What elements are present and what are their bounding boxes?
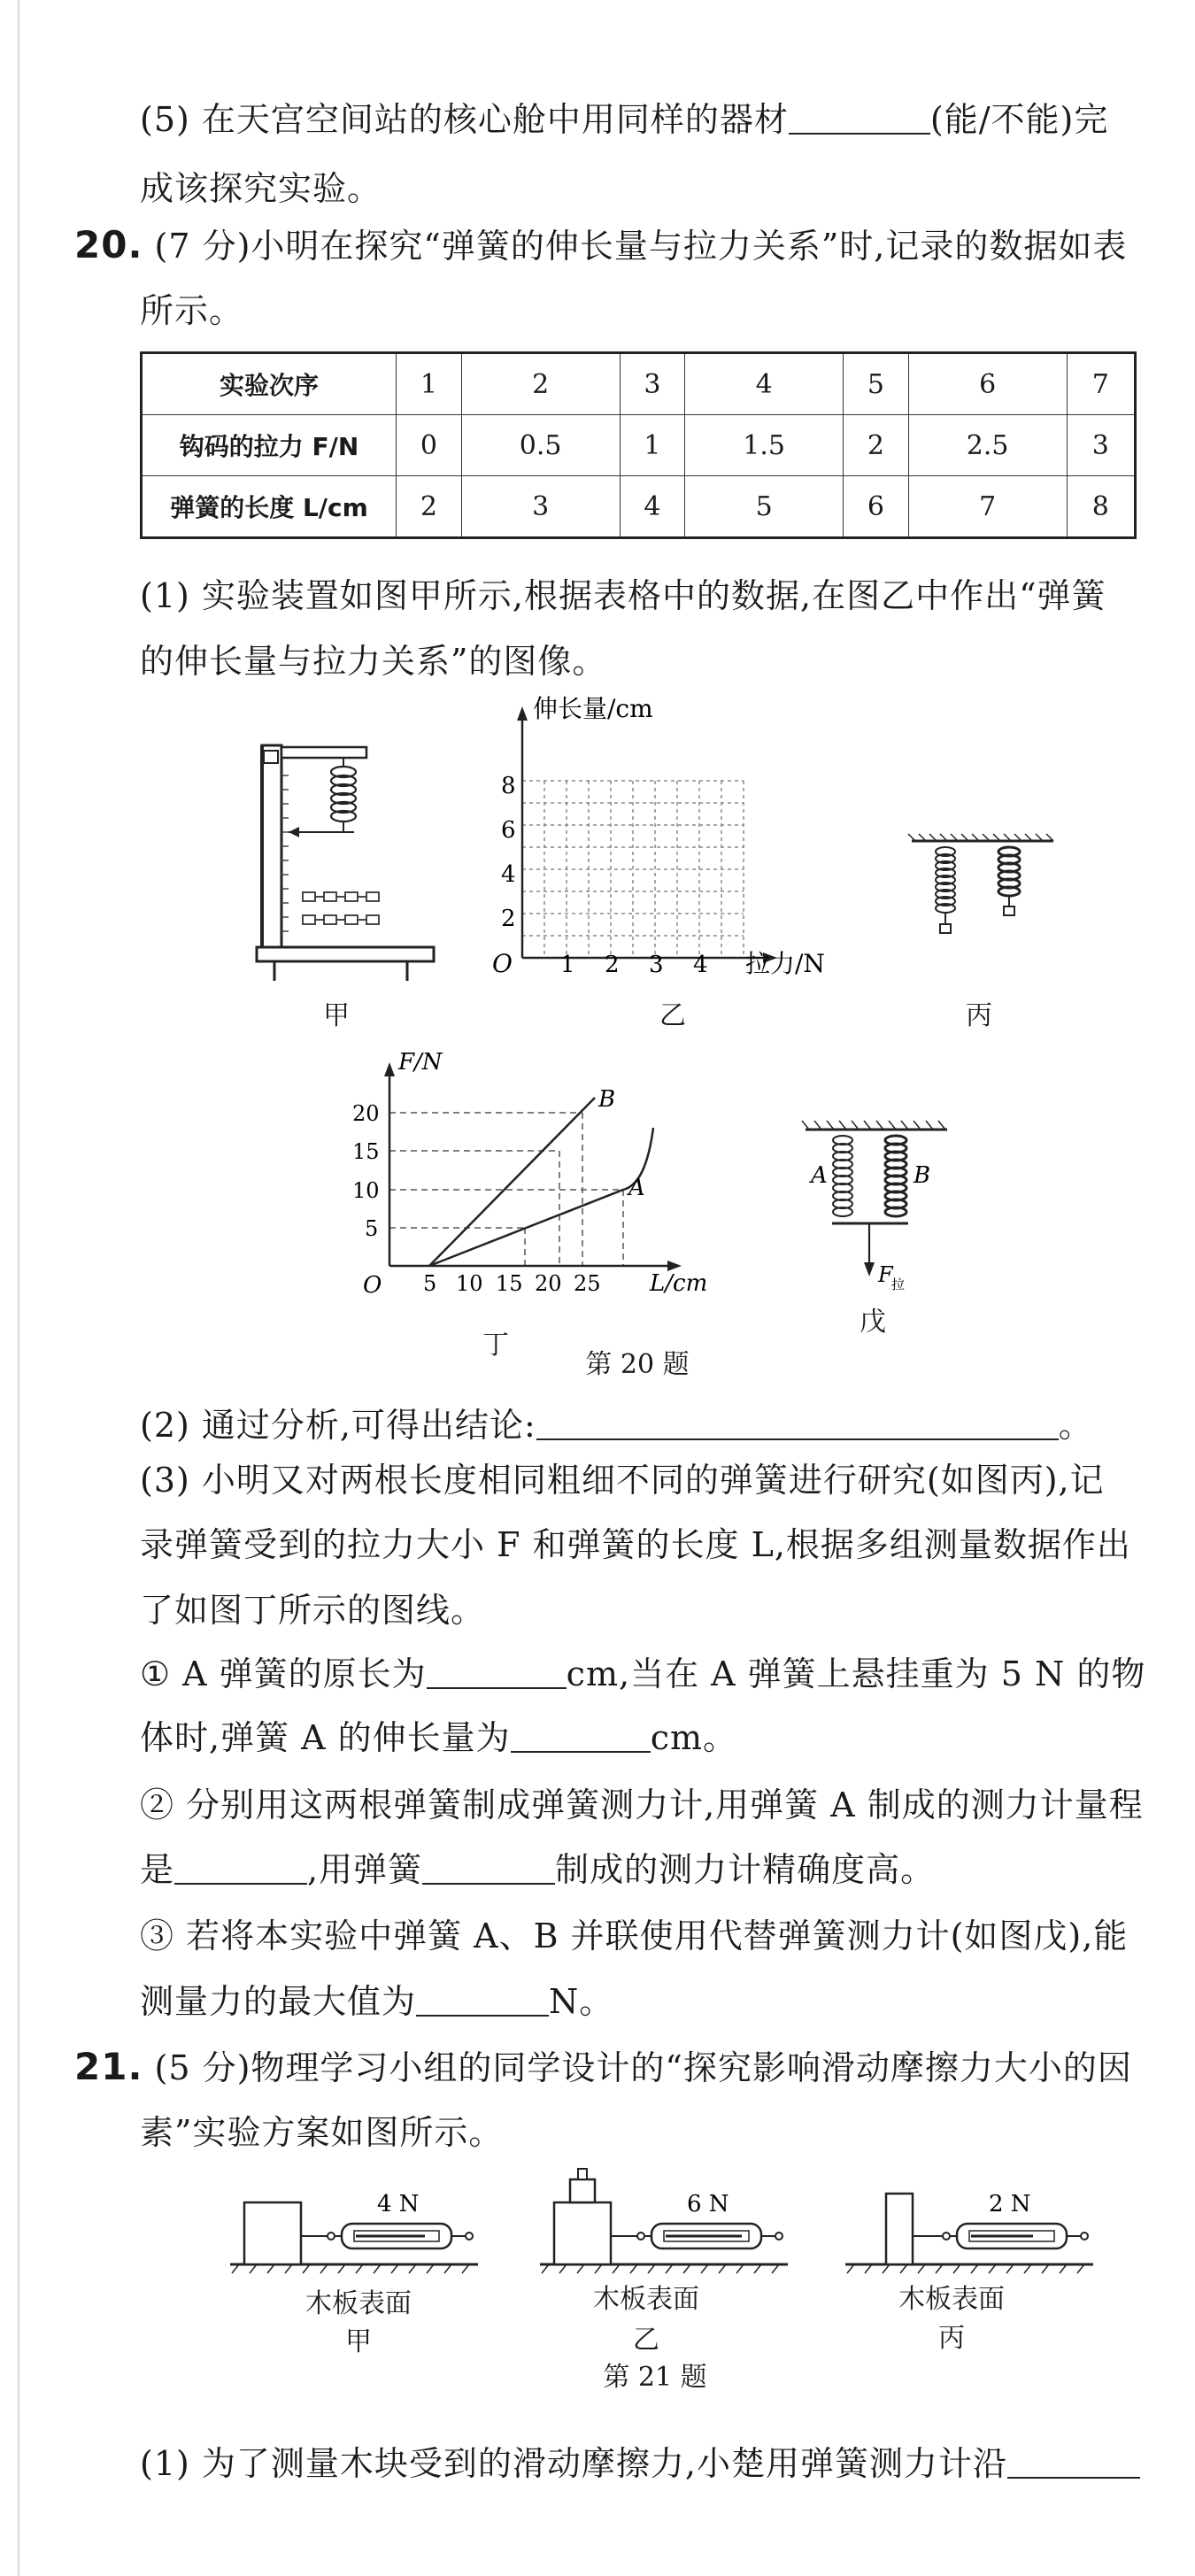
q20-part3-line3: 了如图丁所示的图线。 — [140, 1591, 486, 1630]
ding-ytick-20: 20 — [352, 1101, 380, 1126]
q21-yi-surface: 木板表面 — [593, 2284, 699, 2315]
q20-figure-caption: 第 20 题 — [585, 1349, 690, 1380]
q21-number: 21. — [74, 2045, 143, 2088]
figure-jia-apparatus — [239, 735, 443, 987]
table-cell: 3 — [620, 353, 685, 415]
q20-sub1-text-d: cm。 — [650, 1718, 738, 1757]
q20-sub1-text-c: 体时,弹簧 A 的伸长量为 — [140, 1718, 511, 1757]
yi-ytick-6: 6 — [501, 817, 516, 844]
q20-sub2-text-c: ,用弹簧 — [307, 1850, 423, 1889]
q20-part2-answer-blank[interactable] — [536, 1407, 1059, 1440]
q20-part1-line2: 的伸长量与拉力关系”的图像。 — [140, 642, 607, 681]
yi-ylabel: 伸长量/cm — [533, 694, 653, 723]
yi-xtick-4: 4 — [693, 952, 708, 978]
figure-bing-label: 丙 — [966, 1000, 992, 1031]
q19-part5-line2: 成该探究实验。 — [140, 169, 382, 208]
q20-sub2-text-b: 是 — [140, 1850, 175, 1889]
table-cell: 5 — [685, 476, 844, 538]
figure-ding-graph — [319, 1049, 726, 1319]
q20-sub2-blank-range[interactable] — [174, 1851, 307, 1885]
table-row — [142, 353, 1136, 415]
q20-sub2-line2 — [140, 1847, 935, 1892]
q20-sub1-text-b: cm,当在 A 弹簧上悬挂重为 5 N 的物 — [566, 1654, 1146, 1693]
q20-sub2-line1: ② 分别用这两根弹簧制成弹簧测力计,用弹簧 A 制成的测力计量程 — [140, 1785, 1144, 1824]
q20-sub3-line1: ③ 若将本实验中弹簧 A、B 并联使用代替弹簧测力计(如图戊),能 — [140, 1917, 1129, 1955]
q21-bing-surface: 木板表面 — [898, 2284, 1005, 2315]
q20-sub2-blank-spring[interactable] — [422, 1851, 555, 1885]
q21-figure-yi — [531, 2151, 797, 2284]
figure-yi-label: 乙 — [659, 1000, 686, 1031]
table-cell: 2 — [397, 476, 462, 538]
wu-spring-b-label: B — [914, 1162, 931, 1189]
wu-force-label: F — [878, 1262, 893, 1287]
q20-data-table — [140, 351, 1137, 539]
q20-part2-text: (2) 通过分析,可得出结论: — [140, 1406, 536, 1445]
table-cell: 1.5 — [685, 415, 844, 476]
figure-wu-label: 戊 — [860, 1307, 886, 1338]
q20-intro-line2: 所示。 — [140, 291, 244, 330]
q21-part1-answer-blank[interactable] — [1007, 2445, 1140, 2479]
q21-intro-line2: 素”实验方案如图所示。 — [140, 2113, 504, 2152]
q20-sub3-line2 — [140, 1979, 613, 2024]
table-cell: 3 — [1067, 415, 1135, 476]
table-row-header: 实验次序 — [142, 353, 397, 415]
ding-xtick-5: 5 — [423, 1271, 437, 1296]
q21-intro-line1 — [74, 2045, 1132, 2090]
table-cell: 5 — [844, 353, 909, 415]
q21-figure-bing — [836, 2169, 1102, 2284]
page-margin-line — [18, 0, 19, 2576]
yi-xtick-2: 2 — [605, 952, 620, 978]
q21-jia-label: 甲 — [345, 2326, 372, 2357]
q20-part2-end: 。 — [1058, 1406, 1093, 1445]
figure-wu-parallel-springs — [797, 1117, 956, 1303]
q19-part5-line1 — [140, 97, 1108, 142]
table-cell: 6 — [844, 476, 909, 538]
figure-jia-label: 甲 — [323, 1000, 350, 1031]
table-cell: 0 — [397, 415, 462, 476]
q20-sub1-line2 — [140, 1716, 737, 1760]
q19-part5-text: (5) 在天宫空间站的核心舱中用同样的器材 — [140, 100, 789, 139]
q21-figure-caption: 第 21 题 — [603, 2362, 707, 2393]
figure-bing-springs — [903, 832, 1062, 956]
table-row-header: 弹簧的长度 L/cm — [142, 476, 397, 538]
table-cell: 4 — [620, 476, 685, 538]
q20-part2-line — [140, 1403, 1093, 1447]
q21-yi-reading: 6 N — [687, 2191, 729, 2217]
yi-xtick-3: 3 — [649, 952, 664, 978]
ding-origin: O — [363, 1272, 382, 1299]
table-row — [142, 415, 1136, 476]
q21-jia-surface: 木板表面 — [305, 2288, 412, 2319]
table-cell: 2 — [461, 353, 620, 415]
table-cell: 2 — [844, 415, 909, 476]
q19-part5-answer-blank[interactable] — [789, 101, 930, 135]
q20-sub1-blank-original-length[interactable] — [427, 1655, 567, 1689]
q20-number: 20. — [74, 223, 143, 266]
table-cell: 2.5 — [908, 415, 1067, 476]
q20-sub1-blank-extension[interactable] — [511, 1719, 651, 1753]
ding-ytick-5: 5 — [365, 1216, 379, 1241]
q21-figure-jia — [221, 2169, 487, 2284]
ding-ytick-15: 15 — [352, 1139, 380, 1164]
table-cell: 7 — [908, 476, 1067, 538]
table-row-header: 钩码的拉力 F/N — [142, 415, 397, 476]
table-cell: 1 — [620, 415, 685, 476]
q19-part5-options: (能/不能)完 — [929, 100, 1109, 139]
table-cell: 8 — [1067, 476, 1135, 538]
q20-intro-line1 — [74, 223, 1127, 268]
table-cell: 6 — [908, 353, 1067, 415]
yi-origin: O — [492, 949, 513, 978]
yi-xtick-1: 1 — [560, 952, 575, 978]
ding-line-b-label: B — [598, 1086, 616, 1113]
table-cell: 1 — [397, 353, 462, 415]
q20-sub3-text-b: 测量力的最大值为 — [140, 1982, 417, 2021]
figure-ding-label: 丁 — [482, 1330, 509, 1361]
ding-line-a-label: A — [628, 1175, 645, 1201]
q20-sub2-text-d: 制成的测力计精确度高。 — [555, 1850, 936, 1889]
table-cell: 4 — [685, 353, 844, 415]
ding-xtick-15: 15 — [496, 1271, 523, 1296]
wu-spring-a-label: A — [811, 1162, 828, 1189]
q20-sub1-line1 — [140, 1652, 1145, 1696]
figure-yi-grid — [469, 690, 823, 991]
q20-sub1-text-a: ① A 弹簧的原长为 — [140, 1654, 427, 1693]
table-cell: 0.5 — [461, 415, 620, 476]
table-row — [142, 476, 1136, 538]
q20-part3-line2: 录弹簧受到的拉力大小 F 和弹簧的长度 L,根据多组测量数据作出 — [140, 1525, 1131, 1564]
ding-xtick-20: 20 — [535, 1271, 562, 1296]
q21-intro-text: (5 分)物理学习小组的同学设计的“探究影响滑动摩擦力大小的因 — [154, 2048, 1132, 2087]
q20-part1-line1: (1) 实验装置如图甲所示,根据表格中的数据,在图乙中作出“弹簧 — [140, 576, 1106, 615]
table-cell: 7 — [1067, 353, 1135, 415]
q20-sub3-blank-max-force[interactable] — [416, 1983, 549, 2017]
wu-force-subscript: 拉 — [891, 1276, 906, 1292]
ding-xlabel: L/cm — [650, 1270, 708, 1297]
q21-jia-reading: 4 N — [377, 2191, 420, 2217]
ding-xtick-10: 10 — [456, 1271, 483, 1296]
q21-part1-line1 — [140, 2441, 1140, 2486]
table-cell: 3 — [461, 476, 620, 538]
q20-intro-text: (7 分)小明在探究“弹簧的伸长量与拉力关系”时,记录的数据如表 — [154, 227, 1128, 266]
yi-ytick-2: 2 — [501, 906, 516, 932]
yi-ytick-8: 8 — [501, 773, 516, 799]
ding-xtick-25: 25 — [574, 1271, 601, 1296]
q21-yi-label: 乙 — [633, 2325, 659, 2356]
q21-bing-reading: 2 N — [989, 2191, 1031, 2217]
q20-sub3-text-c: N。 — [549, 1982, 614, 2021]
yi-ytick-4: 4 — [501, 861, 516, 888]
ding-ylabel: F/N — [398, 1049, 443, 1076]
q21-part1-text: (1) 为了测量木块受到的滑动摩擦力,小楚用弹簧测力计沿 — [140, 2444, 1007, 2483]
ding-ytick-10: 10 — [352, 1178, 380, 1203]
q20-part3-line1: (3) 小明又对两根长度相同粗细不同的弹簧进行研究(如图丙),记 — [140, 1461, 1105, 1500]
yi-xlabel: 拉力/N — [745, 949, 825, 978]
q21-bing-label: 丙 — [938, 2323, 965, 2354]
